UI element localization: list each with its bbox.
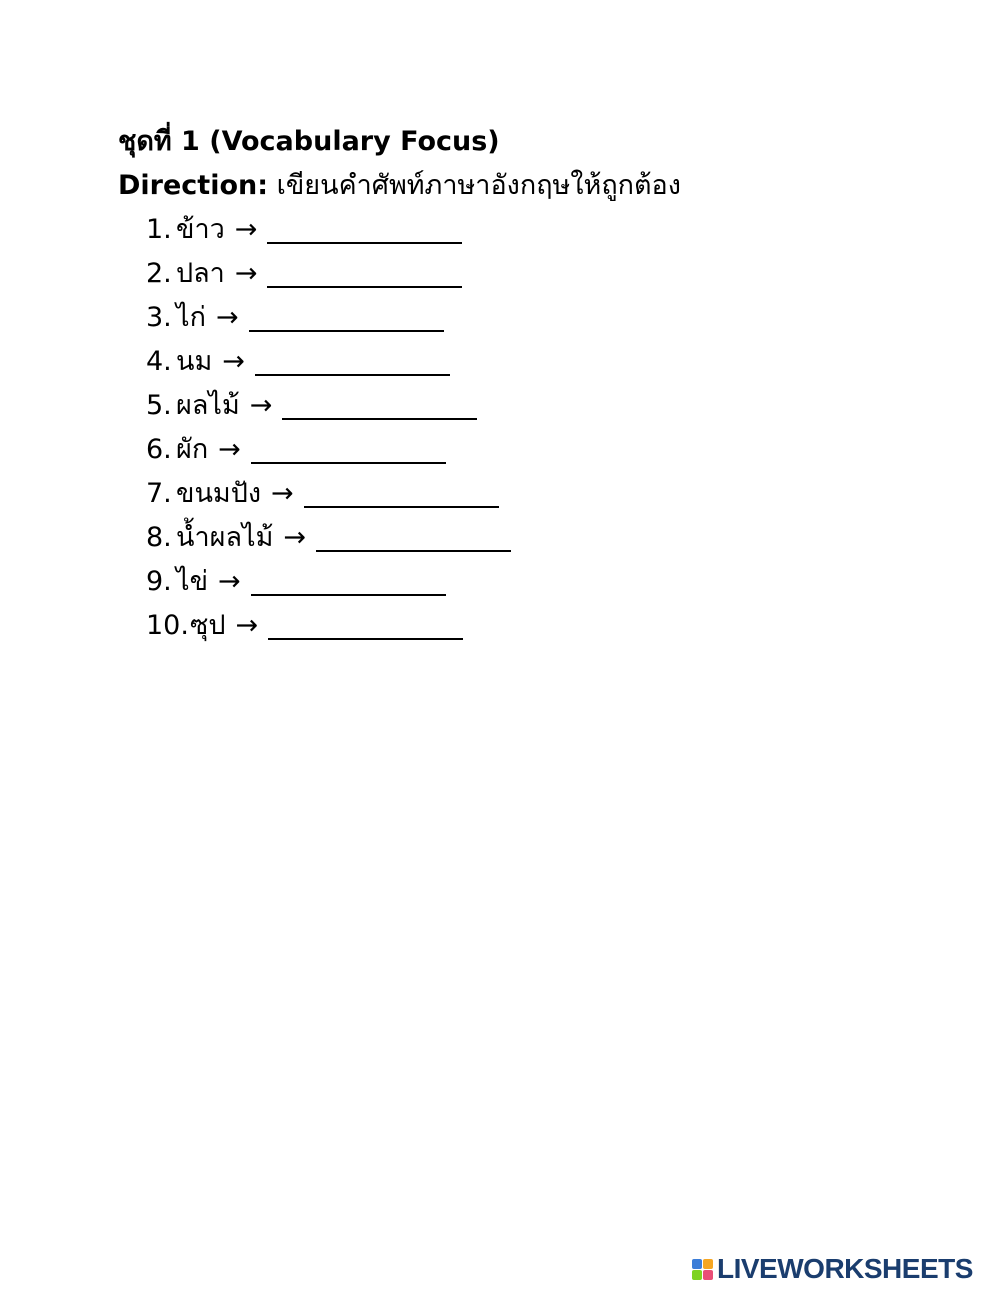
item-number: 6.: [146, 434, 172, 465]
item-number: 1.: [146, 214, 172, 245]
answer-blank[interactable]: [304, 476, 499, 508]
logo-square: [703, 1270, 713, 1280]
arrow-icon: →: [249, 390, 273, 421]
item-word: ผลไม้: [176, 390, 240, 421]
arrow-icon: →: [234, 214, 258, 245]
answer-blank[interactable]: [316, 520, 511, 552]
answer-blank[interactable]: [268, 608, 463, 640]
arrow-icon: →: [235, 610, 259, 641]
item-word: ไก่: [176, 302, 206, 333]
item-word: ข้าว: [176, 214, 225, 245]
item-word: ผัก: [176, 434, 209, 465]
arrow-icon: →: [222, 346, 245, 377]
answer-blank[interactable]: [255, 344, 450, 376]
item-word: ซุป: [190, 610, 226, 641]
item-word: นม: [176, 346, 213, 377]
list-item: [146, 432, 511, 476]
arrow-icon: →: [234, 258, 258, 289]
logo-square: [692, 1270, 702, 1280]
arrow-icon: →: [271, 478, 294, 509]
answer-blank[interactable]: [249, 300, 444, 332]
list-item: [146, 608, 511, 652]
logo-square: [692, 1259, 702, 1269]
answer-blank[interactable]: [282, 388, 477, 420]
item-word: น้ำผลไม้: [176, 522, 274, 553]
answer-blank[interactable]: [267, 256, 462, 288]
item-number: 2.: [146, 258, 172, 289]
item-word: ขนมปัง: [176, 478, 262, 509]
logo-square: [703, 1259, 713, 1269]
item-number: 4.: [146, 346, 172, 377]
answer-blank[interactable]: [251, 564, 446, 596]
item-number: 8.: [146, 522, 172, 553]
list-item: [146, 476, 511, 520]
worksheet-title: ชุดที่ 1 (Vocabulary Focus): [118, 126, 500, 157]
list-item: [146, 388, 511, 432]
item-word: ปลา: [176, 258, 225, 289]
list-item: [146, 564, 511, 608]
item-number: 9.: [146, 566, 172, 597]
list-item: [146, 256, 511, 300]
direction-text: เขียนคำศัพท์ภาษาอังกฤษให้ถูกต้อง: [268, 170, 681, 201]
list-item: [146, 212, 511, 256]
list-item: [146, 300, 511, 344]
arrow-icon: →: [218, 434, 241, 465]
liveworksheets-logo: [692, 1254, 973, 1284]
arrow-icon: →: [215, 302, 239, 333]
answer-blank[interactable]: [251, 432, 446, 464]
direction-line: [118, 168, 681, 204]
item-number: 5.: [146, 390, 172, 421]
item-number: 3.: [146, 302, 172, 333]
logo-mark-icon: [692, 1259, 713, 1280]
list-item: [146, 344, 511, 388]
arrow-icon: →: [283, 522, 306, 553]
arrow-icon: →: [218, 566, 241, 597]
vocabulary-list: [146, 212, 511, 652]
direction-label: Direction:: [118, 170, 269, 201]
answer-blank[interactable]: [267, 212, 462, 244]
list-item: [146, 520, 511, 564]
item-word: ไข่: [176, 566, 209, 597]
brand-name: LIVEWORKSHEETS: [717, 1253, 973, 1284]
item-number: 10.: [146, 610, 189, 641]
item-number: 7.: [146, 478, 172, 509]
